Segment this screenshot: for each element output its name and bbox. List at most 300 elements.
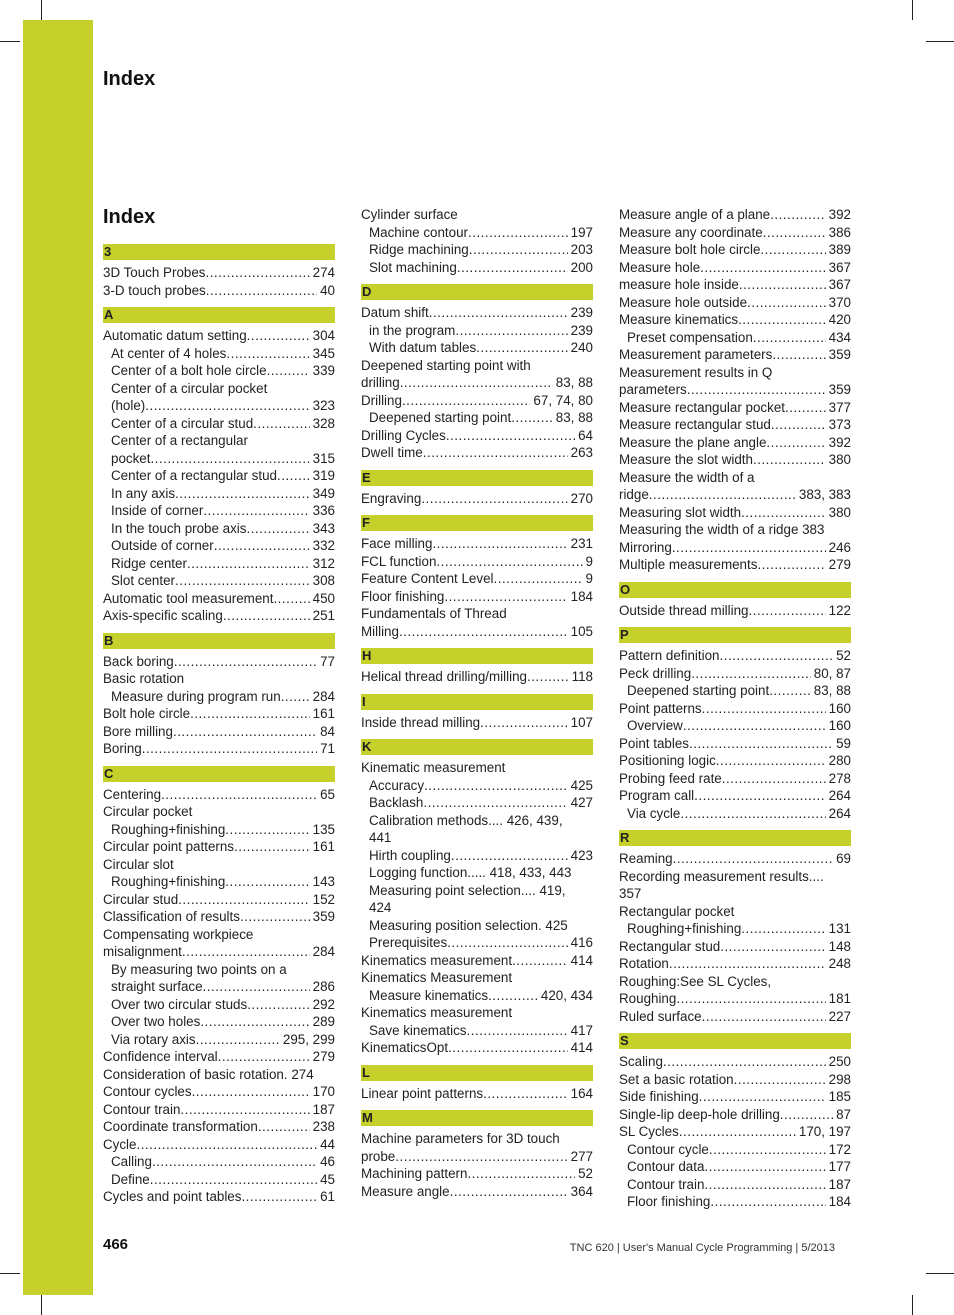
entry-page-ref: 279 (828, 557, 851, 572)
index-entry (103, 1188, 335, 1206)
entry-page-ref: 83, 88 (555, 410, 593, 425)
entry-term: Ruled surface (619, 1008, 702, 1024)
entry-page-ref: 170 (312, 1084, 335, 1099)
entry-term: Calling (111, 1154, 152, 1169)
leader-dots (702, 1008, 826, 1026)
entry-term: SL Cycles (619, 1124, 679, 1139)
leader-dots (226, 345, 309, 363)
entry-term: Measure bolt hole circle (619, 242, 761, 257)
entry-term: Measure angle (361, 1183, 450, 1199)
entry-page-ref: 170, 197 (798, 1124, 851, 1139)
index-entry-text: Measurement results in Q (619, 364, 773, 380)
section-header: F (361, 515, 593, 531)
index-entry (619, 241, 851, 259)
entry-term: Drilling (361, 392, 402, 408)
entry-page-ref: 278 (828, 770, 851, 786)
index-entry-text: Kinematic measurement (361, 760, 506, 775)
entry-term: Set a basic rotation (619, 1071, 734, 1087)
leader-dots (663, 1053, 826, 1071)
entry-term: Roughing+finishing (111, 821, 226, 837)
leader-dots (494, 570, 583, 588)
leader-dots (709, 1141, 826, 1159)
entry-term: measure hole inside (619, 277, 739, 292)
leader-dots (771, 416, 826, 434)
leader-dots (676, 990, 825, 1008)
leader-dots (225, 873, 309, 891)
leader-dots (161, 786, 317, 804)
entry-page-ref: 414 (570, 1040, 593, 1055)
section-header: R (619, 830, 851, 846)
entry-page-ref: 270 (570, 490, 593, 506)
index-subentry (103, 520, 335, 538)
section-header: S (619, 1033, 851, 1049)
entry-page-ref: 423 (570, 847, 593, 863)
entry-page-ref: 425 (570, 777, 593, 793)
entry-term: Face milling (361, 536, 433, 551)
index-entry (361, 1183, 593, 1201)
leader-dots (200, 1013, 309, 1031)
leader-dots (753, 451, 826, 469)
index-subentry (103, 978, 335, 996)
leader-dots (687, 381, 826, 399)
crop-mark (912, 1295, 913, 1315)
entry-page-ref: 251 (312, 608, 335, 623)
index-subentry-text: Measuring point selection.... 419, (369, 882, 566, 898)
entry-page-ref: 380 (828, 452, 851, 467)
leader-dots (512, 952, 568, 970)
index-entry (619, 955, 851, 973)
index-subentry (619, 717, 851, 735)
leader-dots (247, 327, 310, 345)
entry-page-ref: 359 (312, 909, 335, 924)
leader-dots (175, 485, 310, 503)
entry-term: In the touch probe axis (111, 520, 247, 536)
entry-page-ref: 181 (828, 991, 851, 1006)
entry-term: Back boring (103, 653, 174, 669)
entry-term: Save kinematics (369, 1022, 467, 1038)
index-entry (619, 938, 851, 956)
entry-term: Roughing (619, 991, 677, 1006)
index-entry (619, 752, 851, 770)
index-entry (619, 486, 851, 504)
leader-dots (277, 467, 310, 485)
index-subentry (103, 1171, 335, 1189)
entry-term: Preset compensation (627, 329, 753, 345)
entry-page-ref: 148 (828, 938, 851, 954)
entry-page-ref: 392 (828, 207, 851, 222)
entry-term: Side finishing (619, 1089, 699, 1104)
entry-page-ref: 308 (312, 573, 335, 588)
index-entry-text: Circular pocket (103, 804, 193, 819)
leader-dots (483, 1085, 568, 1103)
leader-dots (451, 847, 568, 865)
entry-page-ref: 238 (312, 1119, 335, 1134)
leader-dots (741, 504, 826, 522)
leader-dots (253, 415, 310, 433)
leader-dots (175, 572, 310, 590)
entry-term: Rectangular stud (619, 938, 721, 954)
index-entry (103, 1136, 335, 1154)
index-entry (361, 623, 593, 641)
entry-page-ref: 367 (828, 259, 851, 275)
index-entry (619, 434, 851, 452)
entry-term: Measure angle of a plane (619, 207, 771, 222)
entry-term: Roughing+finishing (111, 874, 226, 889)
index-entry (619, 224, 851, 242)
entry-page-ref: 289 (312, 1014, 335, 1029)
index-entry (619, 381, 851, 399)
entry-term: Circular stud (103, 891, 179, 907)
entry-page-ref: 44 (320, 1136, 335, 1152)
entry-page-ref: 286 (312, 979, 335, 994)
index-entry (103, 943, 335, 961)
crop-mark (41, 0, 42, 20)
leader-dots (694, 787, 825, 805)
index-entry-text: Consideration of basic rotation. 274 (103, 1066, 314, 1082)
entry-term: Boring (103, 741, 142, 756)
index-subentry-text: Center of a circular pocket (111, 380, 268, 396)
entry-page-ref: 323 (312, 398, 335, 413)
index-subentry (619, 1176, 851, 1194)
entry-page-ref: 231 (570, 536, 593, 551)
entry-term: Backlash (369, 795, 424, 810)
entry-page-ref: 61 (320, 1189, 335, 1204)
index-entry (103, 838, 335, 856)
entry-term: Via cycle (627, 805, 681, 821)
index-entry-text: Roughing:See SL Cycles, (619, 973, 772, 989)
entry-page-ref: 417 (570, 1022, 593, 1038)
leader-dots (720, 647, 834, 665)
leader-dots (429, 304, 568, 322)
section-header: P (619, 627, 851, 643)
entry-page-ref: 345 (312, 345, 335, 361)
entry-page-ref: 65 (320, 786, 335, 802)
entry-term: ridge (619, 487, 649, 502)
entry-term: Pattern definition (619, 648, 720, 663)
entry-term: Peck drilling (619, 665, 692, 681)
entry-term: Center of a bolt hole circle (111, 363, 267, 378)
entry-term: At center of 4 holes (111, 345, 227, 361)
entry-page-ref: 185 (828, 1089, 851, 1104)
leader-dots (395, 1148, 567, 1166)
entry-page-ref: 420 (828, 312, 851, 327)
entry-term: With datum tables (369, 340, 477, 355)
leader-dots (150, 450, 309, 468)
section-header: B (103, 633, 335, 649)
leader-dots (218, 1048, 310, 1066)
leader-dots (747, 294, 826, 312)
index-entry-text: 357 (619, 886, 642, 901)
entry-page-ref: 184 (570, 588, 593, 604)
leader-dots (467, 1022, 568, 1040)
index-entry (103, 590, 335, 608)
entry-page-ref: 152 (312, 891, 335, 907)
leader-dots (716, 752, 826, 770)
leader-dots (689, 735, 833, 753)
entry-term: Helical thread drilling/milling (361, 669, 527, 684)
leader-dots (527, 668, 569, 686)
index-entry (619, 1008, 851, 1026)
entry-page-ref: 377 (828, 399, 851, 415)
leader-dots (203, 978, 310, 996)
leader-dots (683, 717, 826, 735)
entry-term: Measure hole outside (619, 294, 748, 310)
index-subentry (361, 322, 593, 340)
entry-page-ref: 295, 299 (282, 1031, 335, 1047)
entry-term: Contour train (627, 1176, 705, 1192)
entry-page-ref: 284 (312, 944, 335, 959)
entry-term: Machine contour (369, 224, 468, 240)
leader-dots (704, 1158, 825, 1176)
leader-dots (763, 224, 826, 242)
index-subentry (103, 572, 335, 590)
entry-page-ref: 370 (828, 294, 851, 310)
index-entry (619, 1123, 851, 1141)
entry-term: Reaming (619, 851, 673, 866)
leader-dots (187, 555, 310, 573)
leader-dots (190, 705, 310, 723)
entry-page-ref: 164 (570, 1085, 593, 1101)
leader-dots (180, 1101, 309, 1119)
entry-page-ref: 246 (828, 539, 851, 555)
entry-page-ref: 277 (570, 1148, 593, 1164)
entry-page-ref: 227 (828, 1008, 851, 1024)
entry-term: In any axis (111, 485, 176, 501)
entry-term: Rotation (619, 956, 669, 971)
leader-dots (196, 1031, 280, 1049)
leader-dots (150, 1171, 317, 1189)
entry-page-ref: 118 (571, 669, 593, 684)
leader-dots (734, 1071, 826, 1089)
entry-page-ref: 304 (312, 328, 335, 343)
index-entry (619, 259, 851, 277)
entry-term: Accuracy (369, 777, 425, 793)
entry-page-ref: 250 (828, 1054, 851, 1069)
entry-page-ref: 9 (585, 553, 593, 569)
index-subentry (361, 934, 593, 952)
index-subentry (103, 415, 335, 433)
leader-dots (469, 241, 568, 259)
index-subentry (619, 1193, 851, 1211)
leader-dots (205, 264, 309, 282)
section-header: O (619, 582, 851, 598)
index-entry (361, 553, 593, 571)
entry-term: Automatic datum setting (103, 328, 247, 343)
leader-dots (704, 1176, 825, 1194)
entry-term: Hirth coupling (369, 847, 451, 863)
entry-term: Confidence interval (103, 1049, 218, 1064)
entry-term: Dwell time (361, 445, 423, 460)
section-header: L (361, 1065, 593, 1081)
entry-page-ref: 67, 74, 80 (533, 392, 593, 408)
index-entry (619, 539, 851, 557)
entry-page-ref: 359 (828, 347, 851, 362)
leader-dots (206, 282, 317, 300)
leader-dots (142, 740, 317, 758)
index-subentry-text: Calibration methods.... 426, 439, (369, 812, 563, 828)
index-entry (103, 705, 335, 723)
entry-term: Contour cycles (103, 1084, 192, 1099)
entry-page-ref: 319 (312, 468, 335, 483)
entry-page-ref: 135 (312, 821, 335, 837)
index-entry (103, 723, 335, 741)
section-header: D (361, 284, 593, 300)
entry-page-ref: 367 (828, 277, 851, 292)
leader-dots (680, 805, 825, 823)
entry-term: Slot machining (369, 259, 457, 275)
index-entry (619, 416, 851, 434)
index-entry (619, 647, 851, 665)
entry-term: Point patterns (619, 700, 702, 716)
leader-dots (488, 987, 538, 1005)
leader-dots (446, 427, 575, 445)
index-subentry (103, 537, 335, 555)
section-header: C (103, 766, 335, 782)
index-entry (361, 490, 593, 508)
index-entry-text: Recording measurement results.... (619, 868, 824, 884)
section-header: M (361, 1110, 593, 1126)
crop-mark (926, 1273, 954, 1274)
entry-term: Floor finishing (361, 588, 445, 604)
index-entry (619, 556, 851, 574)
leader-dots (679, 1123, 796, 1141)
entry-term: Measure kinematics (619, 312, 739, 327)
entry-page-ref: 40 (320, 282, 335, 298)
leader-dots (669, 955, 826, 973)
entry-term: Over two holes (111, 1014, 201, 1029)
entry-page-ref: 84 (320, 723, 335, 739)
leader-dots (760, 241, 825, 259)
index-subentry (361, 777, 593, 795)
leader-dots (432, 535, 567, 553)
entry-page-ref: 161 (312, 839, 335, 854)
leader-dots (749, 602, 826, 620)
leader-dots (770, 206, 826, 224)
index-entry (619, 735, 851, 753)
entry-page-ref: 364 (570, 1183, 593, 1199)
index-subentry (361, 339, 593, 357)
leader-dots (468, 224, 568, 242)
entry-page-ref: 284 (312, 688, 335, 704)
index-subentry (103, 362, 335, 380)
entry-page-ref: 59 (836, 735, 851, 751)
index-subentry (103, 1153, 335, 1171)
index-subentry (619, 1158, 851, 1176)
index-entry-text: Kinematics Measurement (361, 970, 513, 985)
entry-page-ref: 389 (828, 242, 851, 257)
index-entry (103, 264, 335, 282)
entry-page-ref: 248 (828, 956, 851, 971)
index-entry (619, 787, 851, 805)
leader-dots (145, 397, 309, 415)
leader-dots (702, 700, 826, 718)
index-entry (619, 504, 851, 522)
index-entry (361, 1165, 593, 1183)
entry-page-ref: 264 (828, 788, 851, 803)
index-entry-text: Basic rotation (103, 671, 185, 686)
entry-term: Deepened starting point (369, 410, 512, 425)
leader-dots (281, 688, 310, 706)
leader-dots (247, 996, 309, 1014)
page-header-title: Index (103, 68, 156, 90)
entry-term: Outside of corner (111, 538, 214, 553)
crop-mark (912, 0, 913, 20)
index-entry (619, 311, 851, 329)
index-entry-text: Measure the width of a (619, 469, 755, 485)
section-header: K (361, 739, 593, 755)
leader-dots (421, 490, 567, 508)
index-subentry (361, 241, 593, 259)
leader-dots (455, 322, 567, 340)
entry-page-ref: 172 (828, 1141, 851, 1157)
index-entry (619, 990, 851, 1008)
entry-page-ref: 274 (312, 265, 335, 280)
index-entry (619, 1088, 851, 1106)
leader-dots (203, 502, 309, 520)
entry-page-ref: 380 (828, 504, 851, 520)
section-header: A (103, 307, 335, 323)
leader-dots (448, 1039, 568, 1057)
leader-dots (246, 520, 309, 538)
index-subentry (103, 450, 335, 468)
index-entry-text: Rectangular pocket (619, 903, 735, 919)
entry-term: Centering (103, 786, 162, 802)
leader-dots (785, 399, 826, 417)
entry-page-ref: 52 (836, 648, 851, 663)
entry-term: Bore milling (103, 723, 173, 739)
entry-page-ref: 71 (320, 741, 335, 756)
index-subentry (361, 1022, 593, 1040)
leader-dots (769, 682, 811, 700)
entry-page-ref: 131 (828, 921, 851, 936)
entry-term: (hole) (111, 398, 146, 413)
index-entry (361, 952, 593, 970)
entry-term: Measuring slot width (619, 504, 742, 520)
leader-dots (457, 259, 568, 277)
index-subentry (103, 485, 335, 503)
leader-dots (436, 553, 582, 571)
entry-term: Prerequisites (369, 935, 448, 950)
entry-page-ref: 264 (828, 805, 851, 821)
entry-page-ref: 107 (570, 714, 593, 730)
index-entry (361, 668, 593, 686)
index-entry (619, 770, 851, 788)
entry-term: Inside of corner (111, 503, 204, 518)
index-entry (103, 607, 335, 625)
index-subentry (361, 987, 593, 1005)
entry-page-ref: 312 (312, 555, 335, 571)
entry-term: pocket (111, 450, 151, 466)
entry-term: Measurement parameters (619, 347, 773, 362)
entry-page-ref: 434 (828, 329, 851, 345)
entry-page-ref: 392 (828, 434, 851, 450)
index-subentry-text: 441 (369, 830, 392, 845)
entry-term: Deepened starting point (627, 683, 770, 698)
entry-page-ref: 160 (828, 700, 851, 716)
leader-dots (780, 1106, 833, 1124)
index-entry-text: Kinematics measurement (361, 1005, 513, 1020)
index-entry (103, 786, 335, 804)
leader-dots (753, 329, 826, 347)
entry-term: in the program (369, 322, 456, 338)
entry-page-ref: 279 (312, 1049, 335, 1064)
footer-text: TNC 620 | User's Manual Cycle Programming | 5/2013 (569, 1242, 835, 1254)
index-entry (361, 535, 593, 553)
entry-page-ref: 187 (828, 1176, 851, 1192)
index-entry (619, 700, 851, 718)
section-header: H (361, 648, 593, 664)
entry-term: Overview (627, 718, 683, 733)
